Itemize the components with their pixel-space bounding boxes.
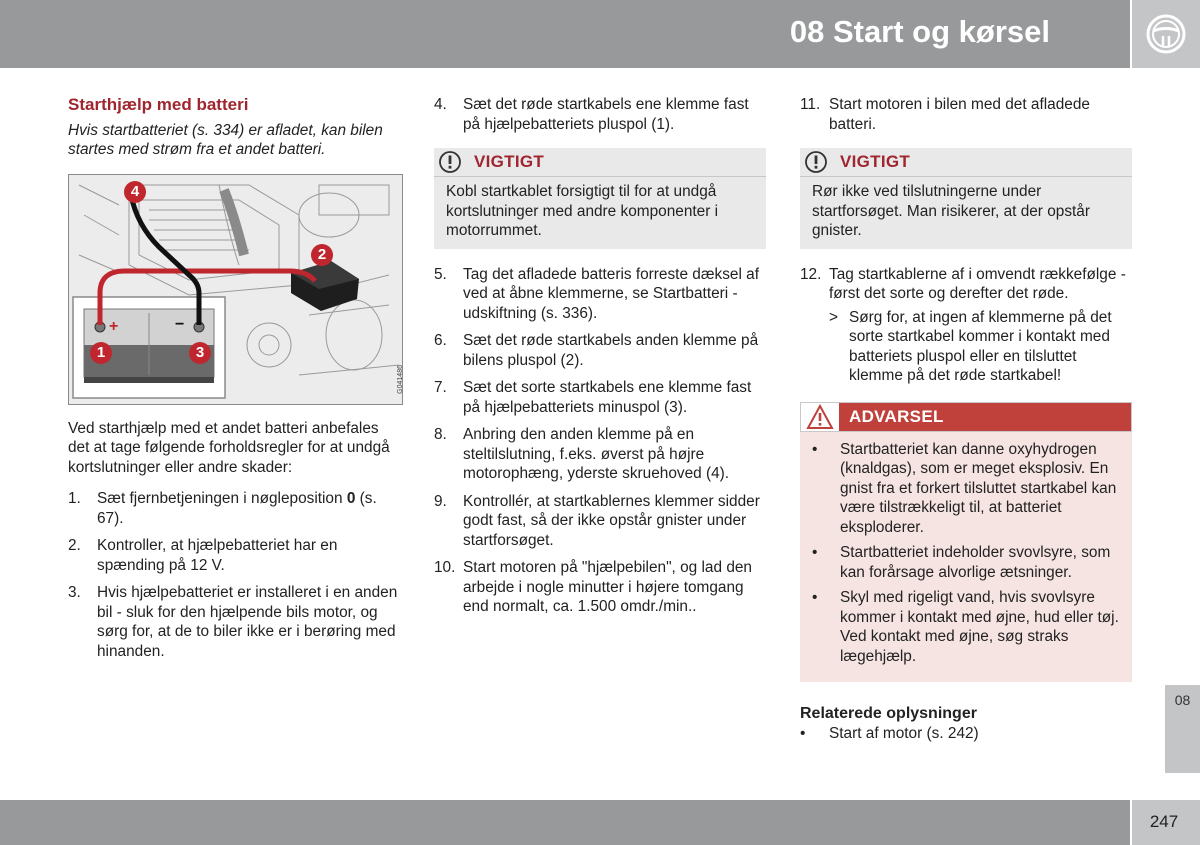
list-item (434, 492, 766, 551)
step-number: 6. (434, 332, 447, 349)
steps-list-left (68, 489, 403, 661)
steering-wheel-icon (1132, 0, 1200, 68)
step-number: 11. (800, 96, 821, 113)
list-item (434, 378, 766, 417)
step-text-pre: Sæt fjernbetjeningen i nøgleposition (97, 490, 347, 507)
step-text: Sæt det røde startkabels ene klemme fast på hjælpebatteriets pluspol (1). (463, 96, 749, 133)
header-icon-box (1132, 0, 1200, 68)
step-text (829, 265, 1132, 386)
important-header (800, 148, 1132, 177)
step-number: 3. (68, 584, 81, 601)
list-item (812, 588, 1120, 666)
step-text: Anbring den anden klemme på en steltilslutning, f.eks. øverst på højre motorophæng, yderste skruehoved (4). (463, 426, 730, 482)
sub-step (829, 308, 1132, 386)
plus-sign: + (109, 317, 119, 335)
list-item (434, 425, 766, 484)
list-item (800, 95, 1132, 134)
step-text: Start motoren i bilen med det afladede batteri. (829, 96, 1090, 133)
important-title: VIGTIGT (840, 152, 911, 172)
step-text: Start motoren på "hjælpebilen", og lad den arbejde i nogle minutter i højere tomgang end normalt, ca. 1.500 omdr./min.. (463, 559, 752, 615)
warning-box (800, 402, 1132, 683)
step-text: Sæt det sorte startkabels ene klemme fast på hjælpebatteriets minuspol (3). (463, 379, 752, 416)
body-paragraph: Ved starthjælp med et andet batteri anbefales det at tage følgende forholdsregler for at undgå kortslutninger eller andre skader: (68, 419, 390, 476)
minus-sign: − (175, 315, 185, 333)
step-number: 1. (68, 490, 81, 507)
warning-body (800, 432, 1132, 667)
bullet-marker: • (812, 589, 818, 606)
step-number: 10. (434, 559, 456, 576)
step-text (97, 489, 403, 528)
list-item (812, 440, 1120, 538)
callout-1: 1 (96, 343, 106, 361)
sub-step-marker: > (829, 308, 838, 326)
bullet-marker: • (812, 544, 818, 561)
chapter-tab-label: 08 (1174, 692, 1191, 708)
jump-start-figure (68, 174, 403, 405)
steps-list-middle (434, 265, 766, 617)
exclamation-circle-icon (800, 148, 832, 176)
column-right (800, 95, 1132, 743)
list-item (434, 95, 766, 134)
callout-3: 3 (195, 343, 205, 361)
warning-triangle-icon (801, 403, 839, 431)
list-item (800, 265, 1132, 386)
figure-code: G041486 (397, 364, 404, 394)
warning-title: ADVARSEL (839, 403, 1131, 431)
related-link[interactable] (800, 724, 1132, 744)
callout-2: 2 (317, 245, 327, 263)
step-text: Kontroller, at hjælpebatteriet har en spænding på 12 V. (97, 537, 338, 574)
step-text: Hvis hjælpebatteriet er installeret i en anden bil - sluk for den hjælpende bils motor, og sørg for, at de to biler ikke er i berøring med hinanden. (97, 584, 398, 660)
step-text: Sæt det røde startkabels anden klemme på bilens pluspol (2). (463, 332, 759, 369)
warning-header (800, 402, 1132, 432)
step-number: 5. (434, 265, 447, 283)
list-item (434, 265, 766, 324)
important-header (434, 148, 766, 177)
sub-step-text: Sørg for, at ingen af klemmerne på det sorte startkabel kommer i kontakt med batteriets pluspol eller en tilsluttet klemme på det røde startkabel! (849, 308, 1112, 384)
chapter-tab (1165, 685, 1200, 773)
intro-text: Hvis startbatteriet (s. 334) er afladet, kan bilen startes med strøm fra et andet batteri. (68, 121, 383, 158)
section-title: Starthjælp med batteri (68, 95, 249, 114)
key-position: 0 (346, 490, 356, 507)
chapter-header (0, 0, 1130, 68)
warning-item-text: Skyl med rigeligt vand, hvis svovlsyre kommer i kontakt med øjne, hud eller tøj. Ved kontakt med øjne, søg straks lægehjælp. (840, 589, 1119, 665)
step-number: 4. (434, 96, 447, 113)
list-item (434, 331, 766, 370)
list-item (434, 558, 766, 617)
step-number: 8. (434, 426, 447, 443)
important-text: Kobl startkablet forsigtigt til for at undgå kortslutninger med andre komponenter i motorrummet. (446, 183, 719, 239)
related-info-title: Relaterede oplysninger (800, 705, 977, 722)
page-footer (0, 800, 1130, 845)
step-text: Kontrollér, at startkablernes klemmer sidder godt fast, så der ikke opstår gnister under startforsøget. (463, 492, 760, 549)
step-number: 12. (800, 265, 822, 283)
important-box (800, 148, 1132, 249)
list-item (68, 489, 403, 528)
step-text-main: Tag startkablerne af i omvendt rækkefølge - først det sorte og derefter det røde. (829, 265, 1126, 302)
list-item (68, 583, 403, 661)
callout-4: 4 (130, 182, 140, 200)
bullet-marker: • (800, 724, 806, 742)
page-number: 247 (1149, 812, 1179, 831)
step-number: 2. (68, 537, 81, 554)
related-link-text[interactable]: Start af motor (s. 242) (829, 724, 979, 742)
column-left (68, 95, 403, 669)
warning-item-text: Startbatteriet kan danne oxyhydrogen (knaldgas), som er meget eksplosiv. En gnist fra et forkert tilsluttet startkabel kan være tilstrækkeligt til, at batteriet eksploderer. (840, 440, 1117, 536)
exclamation-circle-icon (434, 148, 466, 176)
column-middle (434, 95, 766, 625)
list-item (68, 536, 403, 575)
step-number: 7. (434, 379, 447, 396)
step-text: Tag det afladede batteris forreste dæksel af ved at åbne klemmerne, se Startbatteri - udskiftning (s. 336). (463, 265, 760, 322)
step-text-post: (s. 67). (97, 490, 377, 527)
engine-bay-illustration (69, 175, 402, 404)
bullet-marker: • (812, 440, 818, 458)
important-box (434, 148, 766, 249)
chapter-title: 08 Start og kørsel (789, 14, 1050, 49)
warning-item-text: Startbatteriet indeholder svovlsyre, som kan forårsage alvorlige ætsninger. (840, 544, 1111, 581)
step-number: 9. (434, 492, 447, 510)
important-title: VIGTIGT (474, 152, 545, 172)
list-item (812, 543, 1120, 582)
important-text: Rør ikke ved tilslutningerne under startforsøget. Man risikerer, at der opstår gnister. (812, 183, 1090, 239)
